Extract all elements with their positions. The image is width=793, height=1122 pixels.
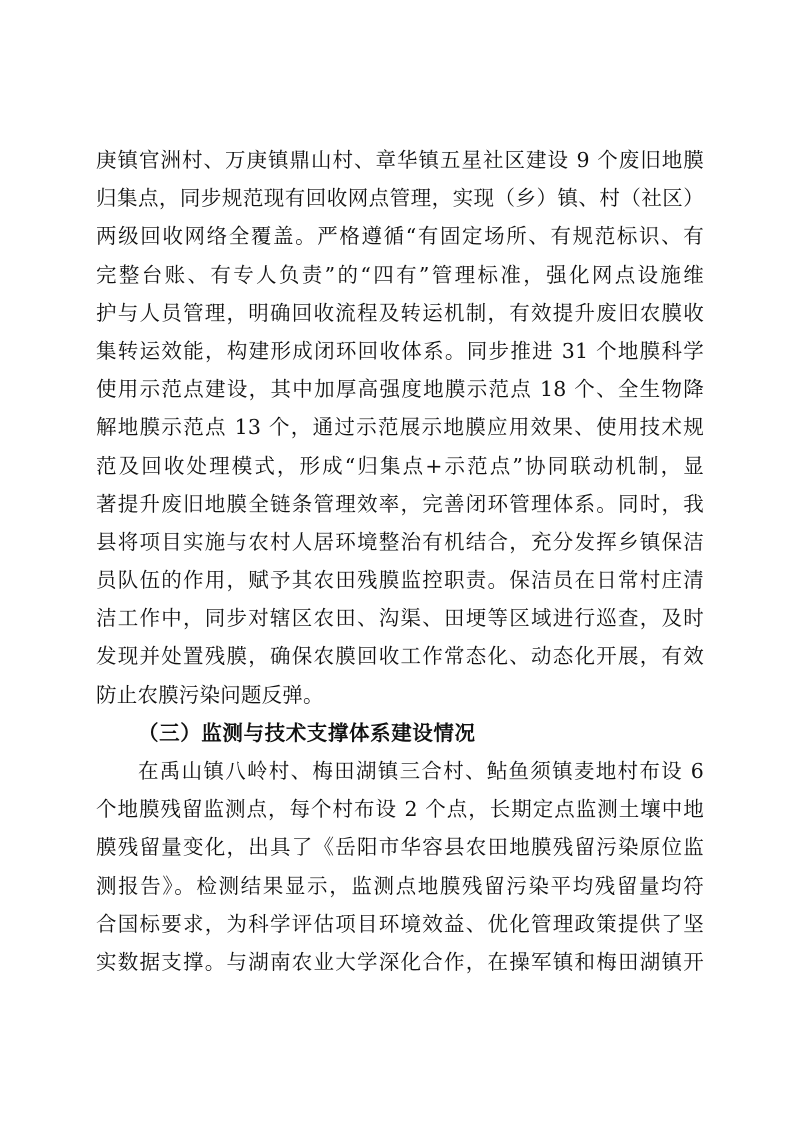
- text-line: 防止农膜污染问题反弹。: [96, 682, 324, 707]
- text-line: 测报告》。检测结果显示，监测点地膜残留污染平均残留量均符: [96, 873, 704, 898]
- text-line: 膜残留量变化，出具了《岳阳市华容县农田地膜残留污染原位监: [96, 835, 704, 860]
- text-line: 两级回收网络全覆盖。严格遵循“有固定场所、有规范标识、有: [96, 224, 704, 249]
- text-line: 实数据支撑。与湖南农业大学深化合作，在操军镇和梅田湖镇开: [96, 949, 704, 974]
- paragraph-monitoring: [96, 752, 704, 981]
- body-text: [96, 141, 704, 981]
- text-line: 完整台账、有专人负责”的“四有”管理标准，强化网点设施维: [96, 262, 704, 287]
- text-line: 归集点，同步规范现有回收网点管理，实现（乡）镇、村（社区）: [96, 186, 704, 211]
- text-line: 洁工作中，同步对辖区农田、沟渠、田埂等区域进行巡查，及时: [96, 606, 704, 631]
- text-line: 庚镇官洲村、万庚镇鼎山村、章华镇五星社区建设 9 个废旧地膜: [96, 148, 704, 172]
- text-line: 合国标要求，为科学评估项目环境效益、优化管理政策提供了坚: [96, 911, 704, 936]
- text-line: 发现并处置残膜，确保农膜回收工作常态化、动态化开展，有效: [96, 644, 704, 669]
- text-line: 著提升废旧地膜全链条管理效率，完善闭环管理体系。同时，我: [96, 491, 704, 516]
- text-line: 护与人员管理，明确回收流程及转运机制，有效提升废旧农膜收: [96, 300, 704, 325]
- text-line: 在禹山镇八岭村、梅田湖镇三合村、鲇鱼须镇麦地村布设 6: [138, 759, 704, 783]
- section-heading: （三）监测与技术支撑体系建设情况: [138, 720, 476, 745]
- text-line: 解地膜示范点 13 个，通过示范展示地膜应用效果、使用技术规: [96, 415, 704, 440]
- text-line: 员队伍的作用，赋予其农田残膜监控职责。保洁员在日常村庄清: [96, 568, 704, 593]
- text-line: 集转运效能，构建形成闭环回收体系。同步推进 31 个地膜科学: [96, 338, 704, 363]
- paragraph-recycling-network: [96, 141, 704, 714]
- text-line: 县将项目实施与农村人居环境整治有机结合，充分发挥乡镇保洁: [96, 529, 704, 554]
- text-line: 个地膜残留监测点，每个村布设 2 个点，长期定点监测土壤中地: [96, 797, 704, 822]
- text-line: 范及回收处理模式，形成“归集点+示范点”协同联动机制，显: [96, 453, 704, 478]
- text-line: 使用示范点建设，其中加厚高强度地膜示范点 18 个、全生物降: [96, 377, 704, 402]
